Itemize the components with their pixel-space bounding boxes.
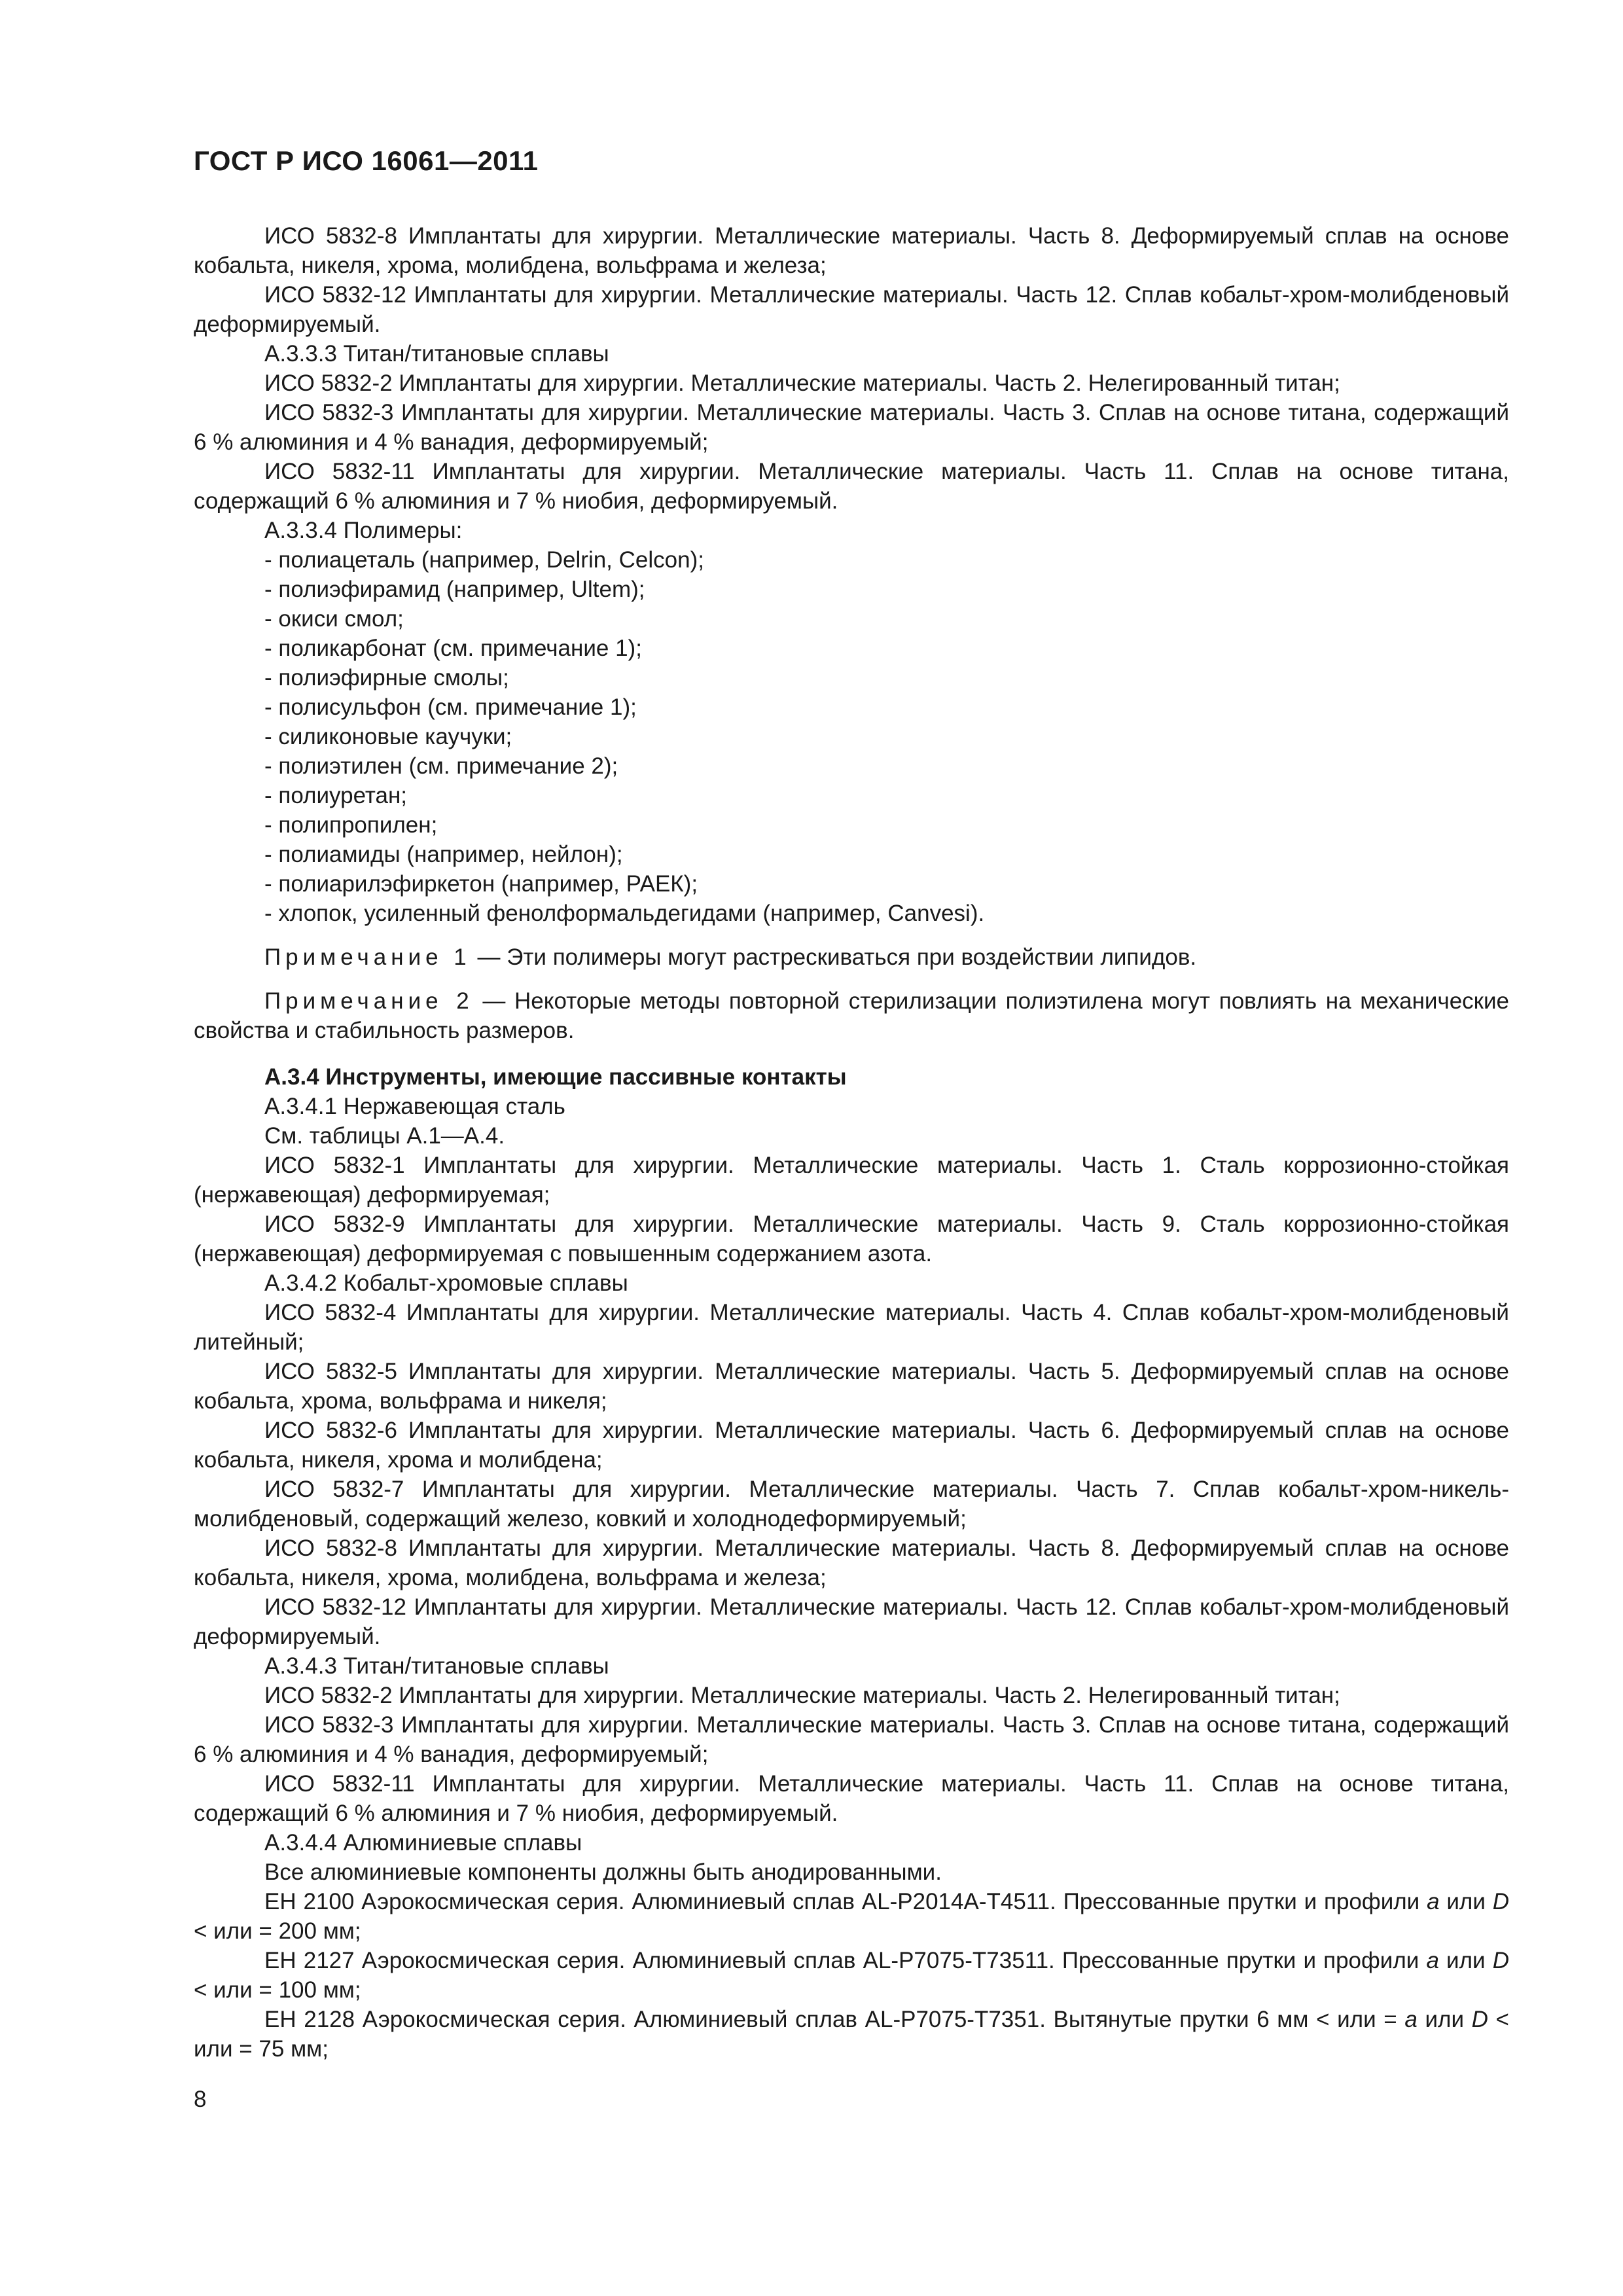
variable-d: D	[1492, 1889, 1509, 1914]
reference-text: < или = 75 мм;	[194, 2007, 1509, 2062]
paragraph: ИСО 5832-1 Имплантаты для хирургии. Металлические материалы. Часть 1. Сталь коррозионно-стойкая (нержавеющая) деформируемая;	[194, 1153, 1509, 1208]
reference-text: или	[1417, 2007, 1472, 2032]
variable-a: a	[1404, 2007, 1418, 2032]
paragraph: ИСО 5832-2 Имплантаты для хирургии. Металлические материалы. Часть 2. Нелегированный титан;	[264, 1683, 1340, 1708]
subsection-heading: А.3.4.2 Кобальт-хромовые сплавы	[264, 1270, 628, 1296]
paragraph: ИСО 5832-5 Имплантаты для хирургии. Металлические материалы. Часть 5. Деформируемый сплав на основе кобальта, хрома, вольфрама и никеля;	[194, 1359, 1509, 1414]
note-label: Примечание 1	[264, 944, 471, 970]
list-item: - полиамиды (например, нейлон);	[264, 842, 623, 867]
list-item: - полипропилен;	[264, 812, 438, 838]
document-body	[194, 221, 1509, 2064]
subsection-heading: А.3.4.1 Нержавеющая сталь	[264, 1094, 565, 1119]
note-label: Примечание 2	[264, 988, 474, 1014]
reference-text: ЕН 2127 Аэрокосмическая серия. Алюминиевый сплав AL-P7075-T73511. Прессованные прутки и профили	[264, 1948, 1427, 1973]
standard-reference	[194, 1946, 1509, 2005]
paragraph: ИСО 5832-12 Имплантаты для хирургии. Металлические материалы. Часть 12. Сплав кобальт-хром-молибденовый деформируемый.	[194, 282, 1509, 337]
variable-d: D	[1492, 1948, 1509, 1973]
page-number: 8	[194, 2087, 207, 2112]
paragraph: ИСО 5832-9 Имплантаты для хирургии. Металлические материалы. Часть 9. Сталь коррозионно-стойкая (нержавеющая) деформируемая с повышенным содержанием азота.	[194, 1211, 1509, 1266]
list-item: - полиацеталь (например, Delrin, Celcon);	[264, 547, 704, 573]
paragraph: См. таблицы А.1—А.4.	[264, 1123, 505, 1149]
paragraph: ИСО 5832-3 Имплантаты для хирургии. Металлические материалы. Часть 3. Сплав на основе титана, содержащий 6 % алюминия и 4 % ванадия, деформируемый;	[194, 1712, 1509, 1767]
list-item: - полисульфон (см. примечание 1);	[264, 694, 637, 720]
paragraph: Все алюминиевые компоненты должны быть анодированными.	[264, 1859, 942, 1885]
variable-d: D	[1471, 2007, 1488, 2032]
paragraph: ИСО 5832-11 Имплантаты для хирургии. Металлические материалы. Часть 11. Сплав на основе титана, содержащий 6 % алюминия и 7 % ниобия, деформируемый.	[194, 1771, 1509, 1826]
list-item: - силиконовые каучуки;	[264, 724, 512, 749]
paragraph: ИСО 5832-7 Имплантаты для хирургии. Металлические материалы. Часть 7. Сплав кобальт-хром-никель-молибденовый, содержащий железо, ковкий и холоднодеформируемый;	[194, 1477, 1509, 1532]
subsection-heading: А.3.3.4 Полимеры:	[264, 518, 463, 543]
reference-text: < или = 200 мм;	[194, 1918, 361, 1944]
paragraph: ИСО 5832-11 Имплантаты для хирургии. Металлические материалы. Часть 11. Сплав на основе титана, содержащий 6 % алюминия и 7 % ниобия, деформируемый.	[194, 459, 1509, 514]
list-item: - поликарбонат (см. примечание 1);	[264, 636, 642, 661]
paragraph: ИСО 5832-6 Имплантаты для хирургии. Металлические материалы. Часть 6. Деформируемый сплав на основе кобальта, никеля, хрома и молибдена;	[194, 1418, 1509, 1473]
variable-a: a	[1427, 1889, 1440, 1914]
reference-text: ЕН 2100 Аэрокосмическая серия. Алюминиевый сплав AL-P2014A-T4511. Прессованные прутки и профили	[264, 1889, 1427, 1914]
subsection-heading: А.3.3.3 Титан/титановые сплавы	[264, 341, 609, 367]
paragraph: ИСО 5832-12 Имплантаты для хирургии. Металлические материалы. Часть 12. Сплав кобальт-хром-молибденовый деформируемый.	[194, 1594, 1509, 1649]
standard-reference	[194, 2005, 1509, 2064]
subsection-heading: А.3.4.3 Титан/титановые сплавы	[264, 1653, 609, 1679]
list-item: - полиуретан;	[264, 783, 408, 808]
section-title: А.3.4 Инструменты, имеющие пассивные контакты	[264, 1064, 847, 1090]
document-header: ГОСТ Р ИСО 16061—2011	[194, 145, 539, 176]
paragraph: ИСО 5832-2 Имплантаты для хирургии. Металлические материалы. Часть 2. Нелегированный титан;	[264, 370, 1340, 396]
subsection-heading: А.3.4.4 Алюминиевые сплавы	[264, 1830, 582, 1856]
reference-text: или	[1439, 1889, 1493, 1914]
variable-a: a	[1426, 1948, 1439, 1973]
list-item: - полиэфирамид (например, Ultem);	[264, 577, 645, 602]
note-text: — Эти полимеры могут растрескиваться при воздействии липидов.	[471, 944, 1197, 970]
reference-text: ЕН 2128 Аэрокосмическая серия. Алюминиевый сплав AL-P7075-T7351. Вытянутые прутки 6 мм < или =	[264, 2007, 1405, 2032]
list-item: - хлопок, усиленный фенолформальдегидами (например, Canvesi).	[264, 901, 985, 926]
paragraph: ИСО 5832-3 Имплантаты для хирургии. Металлические материалы. Часть 3. Сплав на основе титана, содержащий 6 % алюминия и 4 % ванадия, деформируемый;	[194, 400, 1509, 455]
standard-reference	[194, 1887, 1509, 1946]
note-2	[194, 986, 1509, 1045]
paragraph: ИСО 5832-8 Имплантаты для хирургии. Металлические материалы. Часть 8. Деформируемый сплав на основе кобальта, никеля, хрома, молибдена, вольфрама и железа;	[194, 223, 1509, 278]
reference-text: или	[1438, 1948, 1493, 1973]
list-item: - полиэтилен (см. примечание 2);	[264, 753, 618, 779]
note-1	[194, 942, 1509, 972]
reference-text: < или = 100 мм;	[194, 1977, 361, 2003]
list-item: - полиарилэфиркетон (например, РАЕК);	[264, 871, 698, 897]
list-item: - окиси смол;	[264, 606, 404, 632]
list-item: - полиэфирные смолы;	[264, 665, 509, 691]
paragraph: ИСО 5832-8 Имплантаты для хирургии. Металлические материалы. Часть 8. Деформируемый сплав на основе кобальта, никеля, хрома, молибдена, вольфрама и железа;	[194, 1535, 1509, 1590]
paragraph: ИСО 5832-4 Имплантаты для хирургии. Металлические материалы. Часть 4. Сплав кобальт-хром-молибденовый литейный;	[194, 1300, 1509, 1355]
note-text: — Некоторые методы повторной стерилизации полиэтилена могут повлиять на механические свойства и стабильность размеров.	[194, 988, 1509, 1043]
